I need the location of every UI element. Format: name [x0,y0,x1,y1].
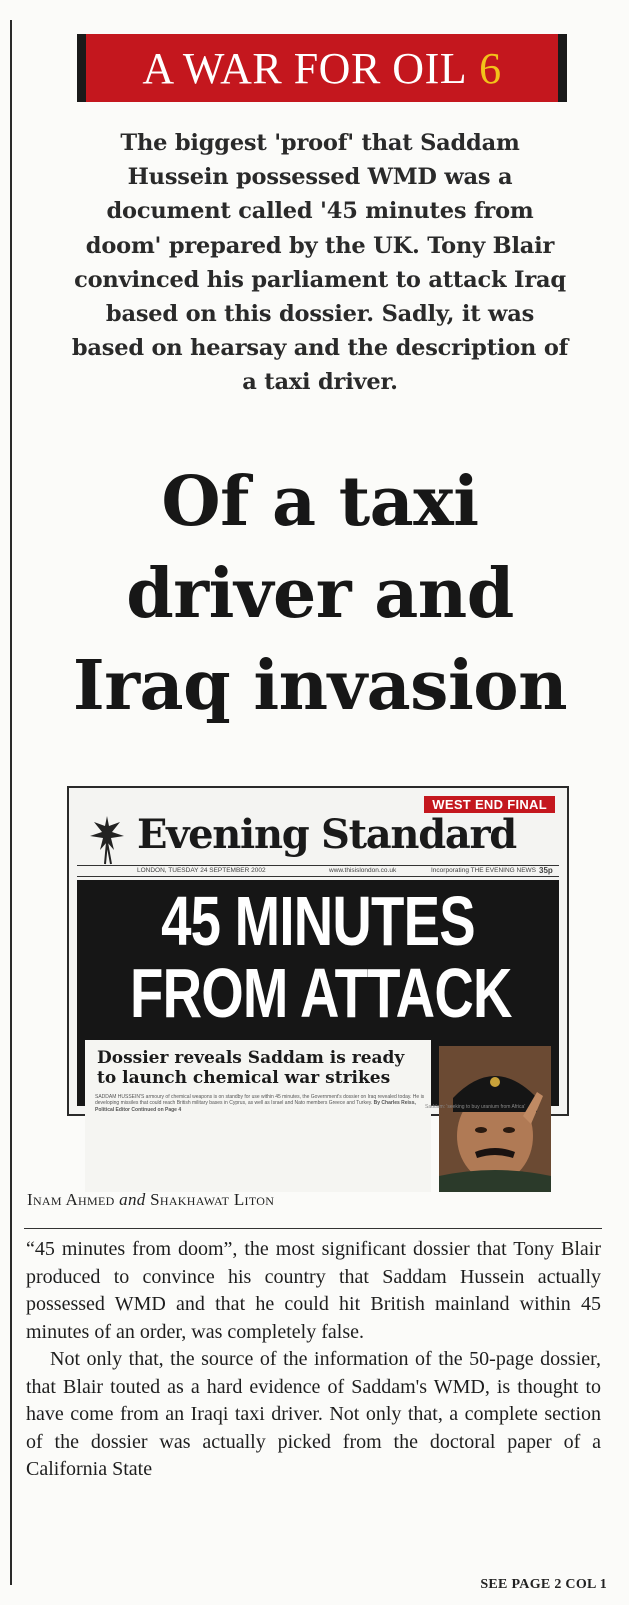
column-rule [10,20,12,1585]
winged-figure-icon [86,812,128,868]
website: www.thisislondon.co.uk [329,867,397,874]
incorporating-note: Incorporating THE EVENING NEWS [431,867,536,874]
byline-author-1: Inam Ahmed [27,1190,115,1209]
byline-author-2: Shakhawat Liton [150,1190,275,1209]
story-author: By Charles Reiss, Political Editor [95,1100,416,1113]
headline-line-3: Iraq invasion [72,646,568,726]
portrait-image [439,1046,551,1192]
story-subhead: Dossier reveals Saddam is ready to launch chemical war strikes [97,1048,405,1088]
byline [27,1190,274,1210]
saddam-photo [439,1046,551,1192]
banner-number: 6 [479,43,502,93]
article-body [26,1236,601,1484]
main-headline [20,456,620,732]
byline-joiner: and [119,1190,146,1209]
jump-line: SEE PAGE 2 COL 1 [480,1577,607,1592]
story-box [85,1040,431,1192]
body-paragraph-1: “45 minutes from doom”, the most significant dossier that Tony Blair produced to convince his country that Saddam Hussein actually possessed WMD and that he could hit British mainland within 45 minutes of an order, was completely false. [26,1238,601,1343]
intro-blurb: The biggest 'proof' that Saddam Hussein possessed WMD was a document called '45 minutes from doom' prepared by the UK. Tony Blair convinced his parliament to attack Iraq based on this dossier. Sadly, it was based on hearsay and the description of a taxi driver. [71,130,569,396]
big-headline-line-2: FROM ATTACK [130,954,512,1032]
story-text [95,1094,425,1113]
photo-caption: Saddam: 'seeking to buy uranium from Africa' [425,1104,526,1110]
big-headline-line-1: 45 MINUTES [161,882,475,960]
newspaper-clipping [67,786,569,1116]
byline-rule [24,1228,602,1229]
headline-line-1: Of a taxi [161,462,479,542]
body-paragraph-2: Not only that, the source of the information of the 50-page dossier, that Blair touted as a hard evidence of Saddam's WMD, is thought to have come from an Iraqi taxi driver. Not only that, a complete section of the dossier was actually picked from the doctoral paper of a California State [26,1348,601,1480]
story-continued: Continued on Page 4 [131,1106,182,1113]
edition-tag: WEST END FINAL [424,796,555,813]
series-banner [77,34,567,102]
headline-line-2: driver and [126,554,514,634]
dateline: LONDON, TUESDAY 24 SEPTEMBER 2002 [137,867,266,874]
masthead-rule-bottom [77,876,559,877]
masthead: Evening Standard [137,811,516,858]
price: 35p [539,866,553,875]
banner-title: A WAR FOR OIL [142,43,468,93]
story-lead: SADDAM HUSSEIN'S armoury of chemical weapons is on standby for use within 45 minutes, the Government's dossier on Iraq revealed today. He is developing missiles that could reach British military bases in Cyprus, as well as Israel and Nato members Greece and Turkey. [95,1094,425,1107]
